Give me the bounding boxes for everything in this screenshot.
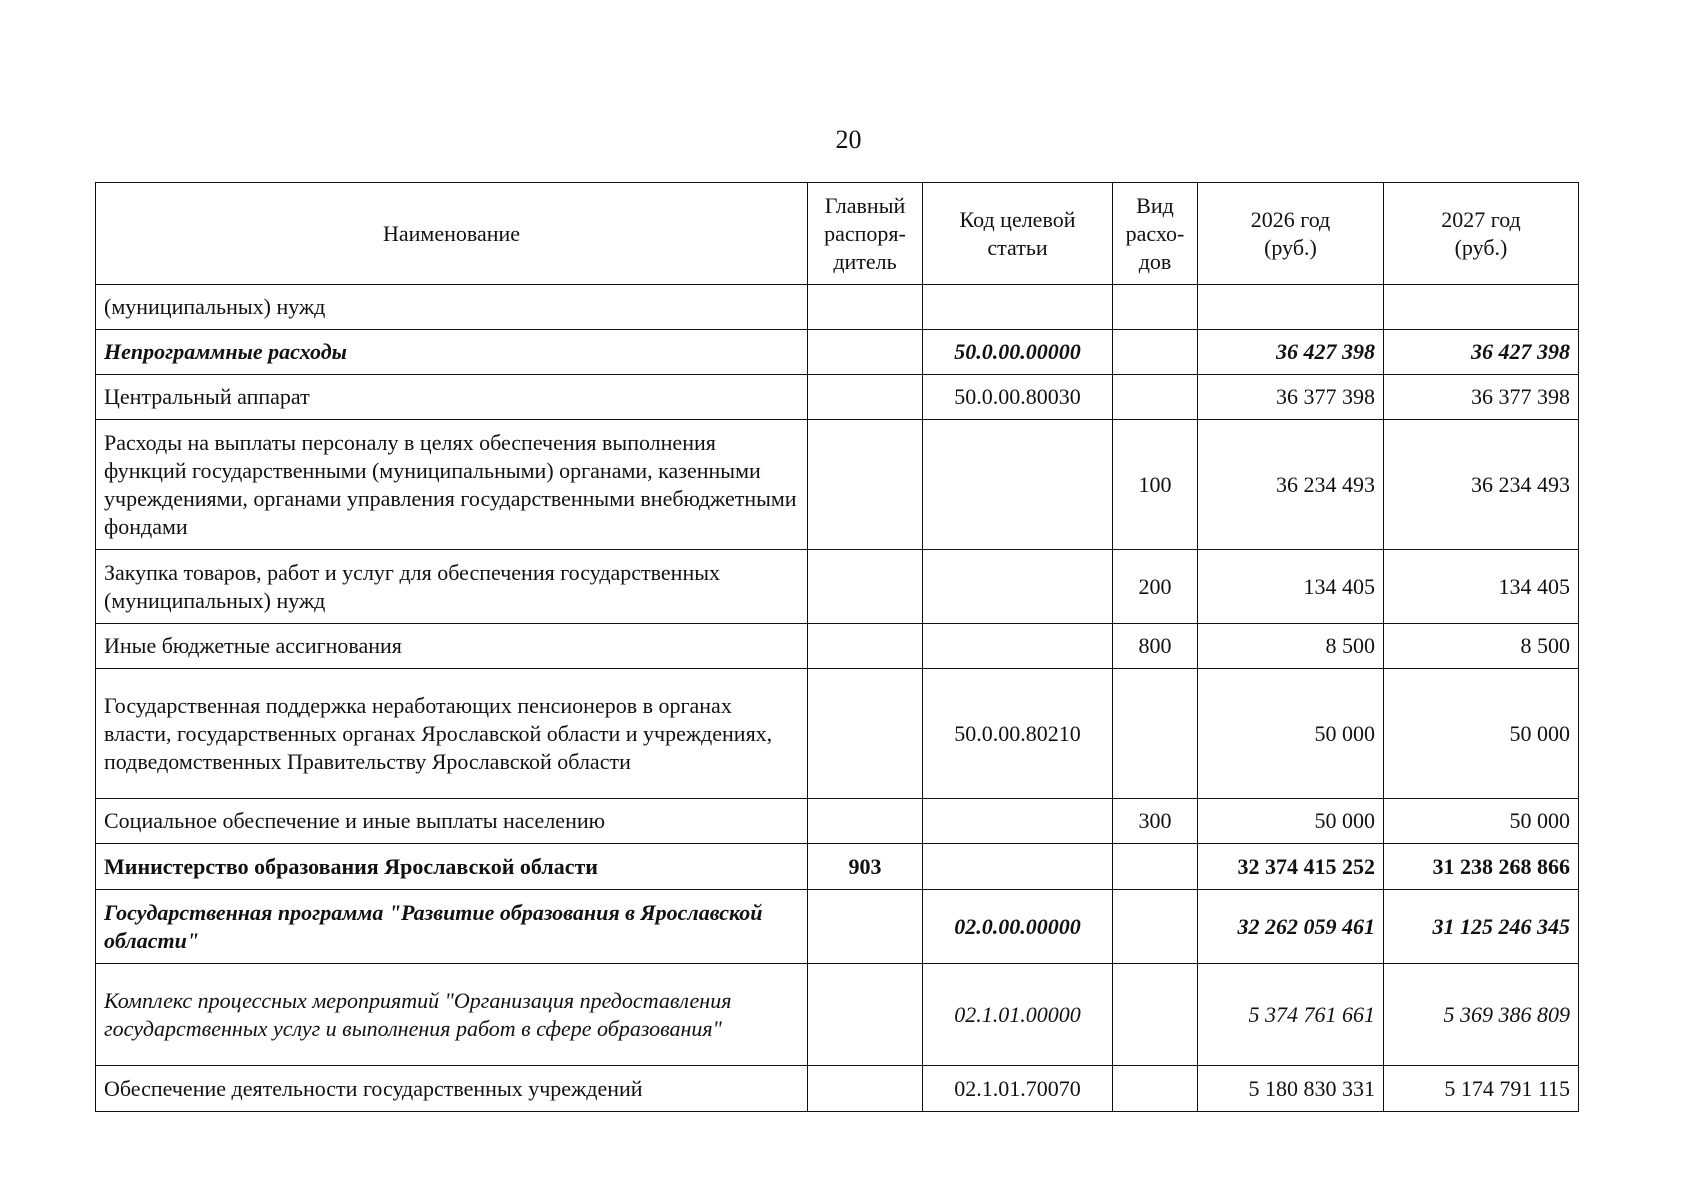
cell-expense-type: [1113, 1066, 1198, 1112]
budget-table: [95, 182, 1579, 1112]
cell-expense-type: 800: [1113, 624, 1198, 669]
cell-target-code: 50.0.00.80030: [923, 375, 1113, 420]
header-year-2027: 2027 год (руб.): [1384, 183, 1579, 285]
cell-expense-type: [1113, 844, 1198, 890]
header-expense-type: Вид расхо- дов: [1113, 183, 1198, 285]
cell-amount-2027: 50 000: [1384, 669, 1579, 799]
cell-target-code: [923, 550, 1113, 624]
cell-amount-2026: 36 427 398: [1198, 330, 1384, 375]
cell-amount-2026: 50 000: [1198, 799, 1384, 844]
cell-expense-type: [1113, 375, 1198, 420]
cell-amount-2027: 5 369 386 809: [1384, 964, 1579, 1066]
table-row: [96, 799, 1579, 844]
cell-amount-2026: 36 234 493: [1198, 420, 1384, 550]
cell-target-code: 50.0.00.00000: [923, 330, 1113, 375]
table-row: [96, 330, 1579, 375]
header-target-code: Код целевой статьи: [923, 183, 1113, 285]
cell-amount-2027: 5 174 791 115: [1384, 1066, 1579, 1112]
cell-amount-2026: 8 500: [1198, 624, 1384, 669]
cell-amount-2027: 36 234 493: [1384, 420, 1579, 550]
cell-target-code: [923, 420, 1113, 550]
cell-target-code: 50.0.00.80210: [923, 669, 1113, 799]
table-row: [96, 285, 1579, 330]
table-body: [96, 285, 1579, 1112]
cell-name: Закупка товаров, работ и услуг для обеспечения государственных (муниципальных) нужд: [96, 550, 808, 624]
cell-target-code: 02.1.01.00000: [923, 964, 1113, 1066]
cell-amount-2026: [1198, 285, 1384, 330]
cell-name: Центральный аппарат: [96, 375, 808, 420]
header-main-manager: Главный распоря- дитель: [808, 183, 923, 285]
cell-expense-type: 200: [1113, 550, 1198, 624]
cell-main-manager: [808, 285, 923, 330]
cell-amount-2026: 5 374 761 661: [1198, 964, 1384, 1066]
cell-main-manager: 903: [808, 844, 923, 890]
cell-expense-type: 300: [1113, 799, 1198, 844]
cell-amount-2027: 36 427 398: [1384, 330, 1579, 375]
cell-expense-type: [1113, 330, 1198, 375]
cell-name: (муниципальных) нужд: [96, 285, 808, 330]
cell-target-code: 02.1.01.70070: [923, 1066, 1113, 1112]
cell-target-code: [923, 844, 1113, 890]
cell-amount-2027: 134 405: [1384, 550, 1579, 624]
page-number: 20: [835, 125, 862, 154]
cell-main-manager: [808, 375, 923, 420]
cell-expense-type: [1113, 669, 1198, 799]
cell-main-manager: [808, 330, 923, 375]
table-row: [96, 375, 1579, 420]
cell-main-manager: [808, 669, 923, 799]
cell-name: Иные бюджетные ассигнования: [96, 624, 808, 669]
table-row: [96, 890, 1579, 964]
table-row: [96, 669, 1579, 799]
cell-name: Государственная поддержка неработающих пенсионеров в органах власти, государственных органах Ярославской области и учреждениях, подведомственных Правительству Ярославской области: [96, 669, 808, 799]
cell-main-manager: [808, 550, 923, 624]
cell-amount-2027: 8 500: [1384, 624, 1579, 669]
cell-main-manager: [808, 1066, 923, 1112]
cell-amount-2027: 31 125 246 345: [1384, 890, 1579, 964]
cell-amount-2026: 50 000: [1198, 669, 1384, 799]
table-row: [96, 624, 1579, 669]
cell-amount-2026: 134 405: [1198, 550, 1384, 624]
cell-amount-2026: 36 377 398: [1198, 375, 1384, 420]
cell-name: Министерство образования Ярославской области: [96, 844, 808, 890]
table-row: [96, 844, 1579, 890]
cell-target-code: [923, 799, 1113, 844]
header-name: Наименование: [96, 183, 808, 285]
cell-target-code: [923, 624, 1113, 669]
cell-main-manager: [808, 624, 923, 669]
cell-main-manager: [808, 890, 923, 964]
cell-amount-2027: [1384, 285, 1579, 330]
cell-main-manager: [808, 420, 923, 550]
cell-name: Социальное обеспечение и иные выплаты населению: [96, 799, 808, 844]
cell-expense-type: [1113, 890, 1198, 964]
cell-name: Комплекс процессных мероприятий "Организация предоставления государственных услуг и выполнения работ в сфере образования": [96, 964, 808, 1066]
cell-target-code: 02.0.00.00000: [923, 890, 1113, 964]
header-year-2026: 2026 год (руб.): [1198, 183, 1384, 285]
cell-target-code: [923, 285, 1113, 330]
cell-name: Расходы на выплаты персоналу в целях обеспечения выполнения функций государственными (муниципальными) органами, казенными учреждениями, органами управления государственными внебюджетными фондами: [96, 420, 808, 550]
table-row: [96, 550, 1579, 624]
table-row: [96, 1066, 1579, 1112]
cell-name: Обеспечение деятельности государственных учреждений: [96, 1066, 808, 1112]
cell-amount-2027: 50 000: [1384, 799, 1579, 844]
cell-amount-2026: 5 180 830 331: [1198, 1066, 1384, 1112]
cell-name: Государственная программа "Развитие образования в Ярославской области": [96, 890, 808, 964]
cell-expense-type: [1113, 285, 1198, 330]
cell-expense-type: [1113, 964, 1198, 1066]
cell-name: Непрограммные расходы: [96, 330, 808, 375]
cell-main-manager: [808, 799, 923, 844]
table-row: [96, 964, 1579, 1066]
cell-expense-type: 100: [1113, 420, 1198, 550]
cell-amount-2027: 31 238 268 866: [1384, 844, 1579, 890]
table-header-row: [96, 183, 1579, 285]
cell-amount-2026: 32 262 059 461: [1198, 890, 1384, 964]
cell-amount-2027: 36 377 398: [1384, 375, 1579, 420]
table-row: [96, 420, 1579, 550]
cell-main-manager: [808, 964, 923, 1066]
cell-amount-2026: 32 374 415 252: [1198, 844, 1384, 890]
